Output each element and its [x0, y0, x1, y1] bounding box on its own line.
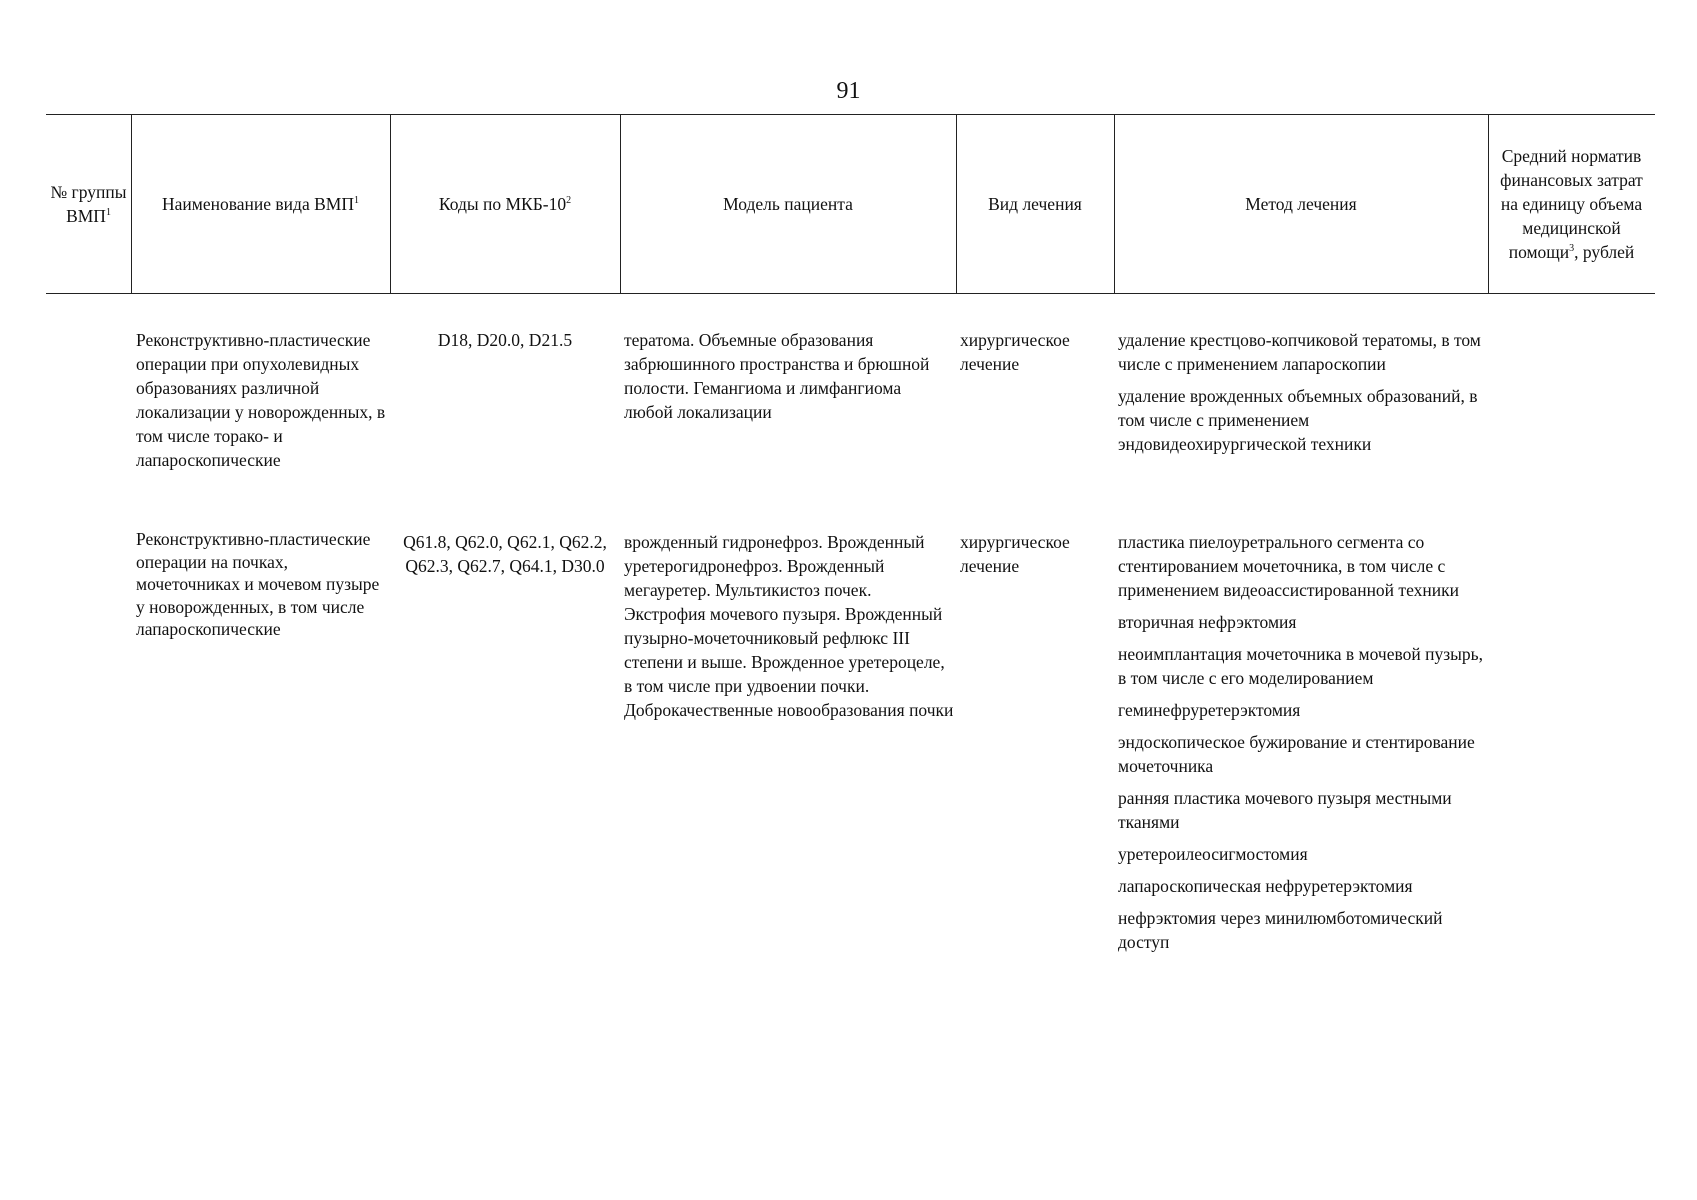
method-item: геминефруретерэктомия — [1118, 700, 1301, 720]
icd-codes: Q61.8, Q62.0, Q62.1, Q62.2, Q62.3, Q62.7, Q64.1, D30.0 — [403, 532, 607, 576]
vmp-name: Реконструктивно-пластические операции при опухолевидных образованиях различной локализации у новорожденных, в том числе торако- и лапароскопические — [136, 330, 386, 470]
icd-codes: D18, D20.0, D21.5 — [437, 330, 573, 350]
header-group-number: № группы ВМП$^1$ — [50, 182, 127, 226]
header-vmp-name: Наименование вида ВМП$^1$ — [162, 194, 359, 214]
patient-model: врожденный гидронефроз. Врожденный уретерогидронефроз. Врожденный мегауретер. Мультикистоз почек. Экстрофия мочевого пузыря. Врожденный пузырно-мочеточниковый рефлюкс III степени и выше. Врожденное уретероцеле, в том числе при удвоении почки. Доброкачественные новообразования почки — [624, 532, 954, 720]
treatment-methods — [1118, 328, 1484, 464]
header-treatment-type: Вид лечения — [988, 194, 1082, 214]
page-number: 91 — [836, 78, 861, 104]
treatment-type: хирургическое лечение — [960, 330, 1070, 374]
method-item: ранняя пластика мочевого пузыря местными тканями — [1118, 788, 1452, 832]
treatment-type: хирургическое лечение — [960, 532, 1070, 576]
patient-model: тератома. Объемные образования забрюшинного пространства и брюшной полости. Гемангиома и лимфангиома любой локализации — [624, 330, 930, 422]
header-treatment-method: Метод лечения — [1245, 194, 1357, 214]
treatment-methods — [1118, 530, 1484, 962]
method-item: вторичная нефрэктомия — [1118, 612, 1297, 632]
method-item: пластика пиелоуретрального сегмента со стентированием мочеточника, в том числе с применением видеоассистированной техники — [1118, 532, 1459, 600]
method-item: удаление крестцово-копчиковой тератомы, в том числе с применением лапароскопии — [1118, 330, 1481, 374]
header-cost-norm: Средний норматив финансовых затрат на единицу объема медицинской помощи$^3$, рублей — [1500, 146, 1643, 262]
method-item: удаление врожденных объемных образований, в том числе с применением эндовидеохирургической техники — [1118, 386, 1478, 454]
method-item: уретероилеосигмостомия — [1118, 844, 1308, 864]
method-item: нефрэктомия через минилюмботомический доступ — [1118, 908, 1443, 952]
method-item: неоимплантация мочеточника в мочевой пузырь, в том числе с его моделированием — [1118, 644, 1484, 688]
table-header — [46, 114, 1655, 294]
header-icd-codes: Коды по МКБ-$10^2$ — [438, 194, 572, 214]
method-item: эндоскопическое бужирование и стентирование мочеточника — [1118, 732, 1475, 776]
vmp-name: Реконструктивно-пластические операции на почках, мочеточниках и мочевом пузыре у новорожденных, в том числе лапароскопические — [136, 529, 380, 639]
method-item: лапароскопическая нефруретерэктомия — [1118, 876, 1413, 896]
header-patient-model: Модель пациента — [723, 194, 853, 214]
